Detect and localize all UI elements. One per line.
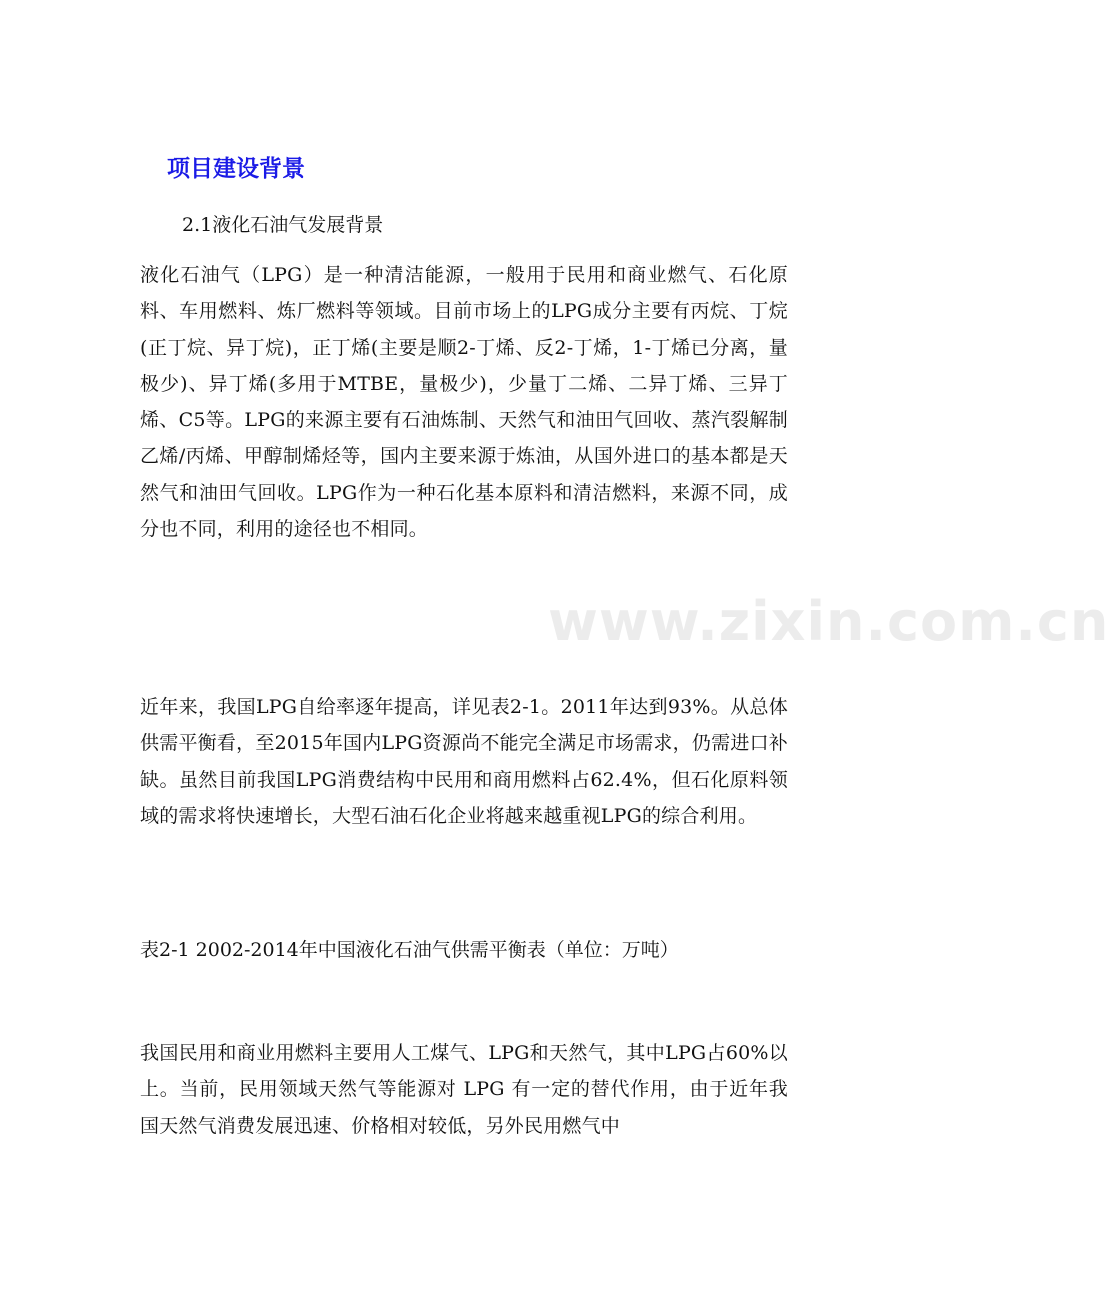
paragraph-fuel-usage: 我国民用和商业用燃料主要用人工煤气、LPG和天然气，其中LPG占60%以上。当前，民用领域天然气等能源对 LPG 有一定的替代作用，由于近年我国天然气消费发展迅速、价格相对较低，另外民用燃气中 [140,1042,788,1137]
paragraph-self-sufficiency: 近年来，我国LPG自给率逐年提高，详见表2-1。2011年达到93%。从总体供需平衡看，至2015年国内LPG资源尚不能完全满足市场需求，仍需进口补缺。虽然目前我国LPG消费结构中民用和商用燃料占62.4%，但石化原料领域的需求将快速增长，大型石油石化企业将越来越重视LPG的综合利用。 [140,696,788,827]
subsection-heading: 2.1液化石油气发展背景 [182,214,384,236]
watermark: www.zixin.com.cn [548,590,1109,653]
paragraph-lpg-background: 液化石油气（LPG）是一种清洁能源，一般用于民用和商业燃气、石化原料、车用燃料、炼厂燃料等领域。目前市场上的LPG成分主要有丙烷、丁烷(正丁烷、异丁烷)，正丁烯(主要是顺2-丁烯、反2-丁烯，1-丁烯已分离，量极少)、异丁烯(多用于MTBE，量极少)，少量丁二烯、二异丁烯、三异丁烯、C5等。LPG的来源主要有石油炼制、天然气和油田气回收、蒸汽裂解制乙烯/丙烯、甲醇制烯烃等，国内主要来源于炼油，从国外进口的基本都是天然气和油田气回收。LPG作为一种石化基本原料和清洁燃料，来源不同，成分也不同，利用的途径也不相同。 [140,264,788,541]
table-caption: 表2-1 2002-2014年中国液化石油气供需平衡表（单位：万吨） [140,939,679,961]
section-heading: 项目建设背景 [167,156,305,182]
